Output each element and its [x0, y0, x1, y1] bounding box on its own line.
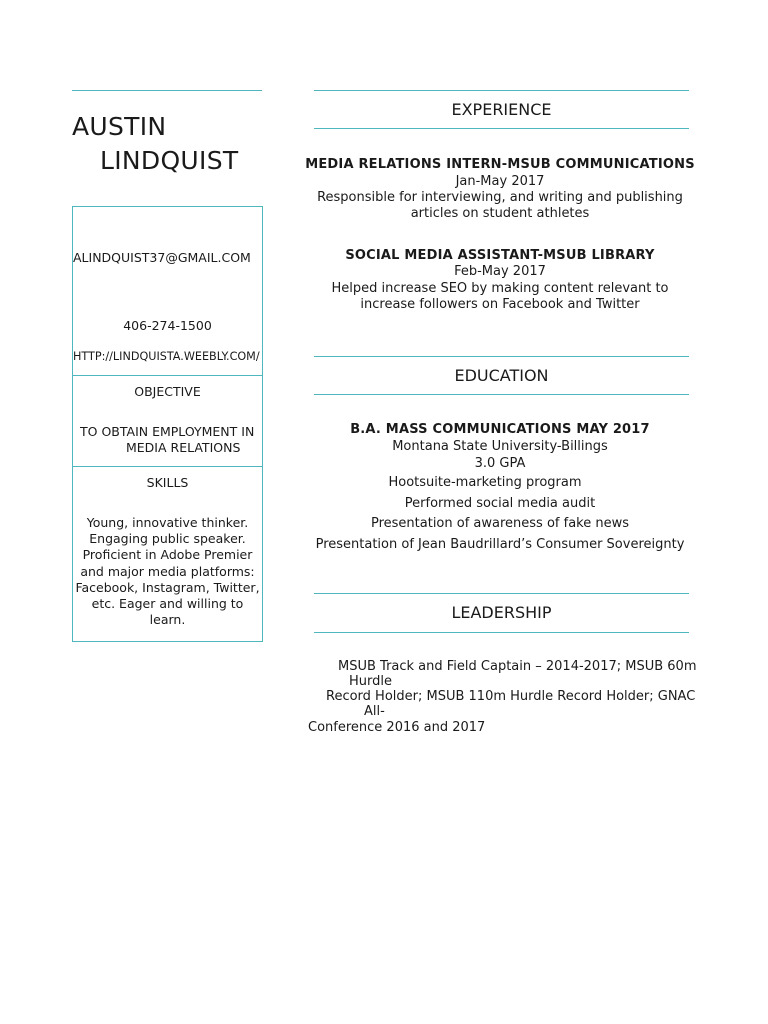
education-bottom-rule — [314, 394, 689, 395]
leadership-line: Record Holder; MSUB 110m Hurdle Record Holder; GNAC — [326, 689, 696, 704]
job-title-2: SOCIAL MEDIA ASSISTANT-MSUB LIBRARY — [345, 248, 655, 263]
job-desc-1a: Responsible for interviewing, and writing and publishing — [317, 190, 683, 205]
skills-heading: SKILLS — [146, 475, 189, 490]
email-text: ALINDQUIST37@GMAIL.COM — [73, 250, 251, 265]
experience-heading: EXPERIENCE — [451, 100, 552, 119]
job-desc-2b: increase followers on Facebook and Twitter — [360, 297, 640, 312]
skills-line: and major media platforms: — [80, 563, 255, 579]
objective-line1: TO OBTAIN EMPLOYMENT IN — [80, 424, 255, 439]
education-item: Presentation of awareness of fake news — [370, 516, 630, 531]
leadership-bottom-rule — [314, 632, 689, 633]
name-first: AUSTIN — [72, 112, 167, 141]
job-dates-2: Feb-May 2017 — [454, 264, 546, 279]
job-title-1: MEDIA RELATIONS INTERN-MSUB COMMUNICATIONS — [305, 157, 695, 172]
name-last: LINDQUIST — [100, 146, 239, 175]
leadership-line: MSUB Track and Field Captain – 2014-2017; MSUB 60m — [338, 659, 697, 674]
skills-line: learn. — [149, 612, 186, 628]
education-top-rule — [314, 356, 689, 357]
job-desc-1b: articles on student athletes — [410, 206, 590, 221]
job-dates-1: Jan-May 2017 — [455, 174, 545, 189]
leadership-line: All- — [364, 704, 385, 719]
skills-line: Young, innovative thinker. — [86, 515, 249, 530]
degree-title: B.A. MASS COMMUNICATIONS MAY 2017 — [350, 422, 650, 437]
gpa-text: 3.0 GPA — [474, 456, 526, 471]
leadership-line: Hurdle — [349, 674, 392, 689]
leadership-top-rule — [314, 593, 689, 594]
education-item: Presentation of Jean Baudrillard’s Consumer Sovereignty — [315, 537, 685, 552]
objective-line2: MEDIA RELATIONS — [126, 440, 241, 455]
experience-bottom-rule — [314, 128, 689, 129]
skills-line: Proficient in Adobe Premier — [82, 547, 253, 563]
education-item: Performed social media audit — [404, 496, 596, 511]
skills-line: Engaging public speaker. — [89, 531, 246, 547]
education-heading: EDUCATION — [454, 366, 549, 385]
left-top-rule — [72, 90, 262, 91]
phone-text: 406-274-1500 — [123, 318, 212, 333]
skills-line: Facebook, Instagram, Twitter, — [75, 579, 260, 595]
leadership-line: Conference 2016 and 2017 — [308, 720, 486, 735]
objective-heading: OBJECTIVE — [134, 384, 201, 399]
experience-top-rule — [314, 90, 689, 91]
school-name: Montana State University-Billings — [392, 439, 608, 454]
skills-line: etc. Eager and willing to — [91, 596, 244, 612]
education-item: Hootsuite-marketing program — [388, 475, 582, 490]
leadership-heading: LEADERSHIP — [451, 603, 552, 622]
skills-text — [73, 515, 262, 628]
job-desc-2a: Helped increase SEO by making content relevant to — [331, 281, 669, 296]
website-text: HTTP://LINDQUISTA.WEEBLY.COM/ — [73, 350, 260, 363]
